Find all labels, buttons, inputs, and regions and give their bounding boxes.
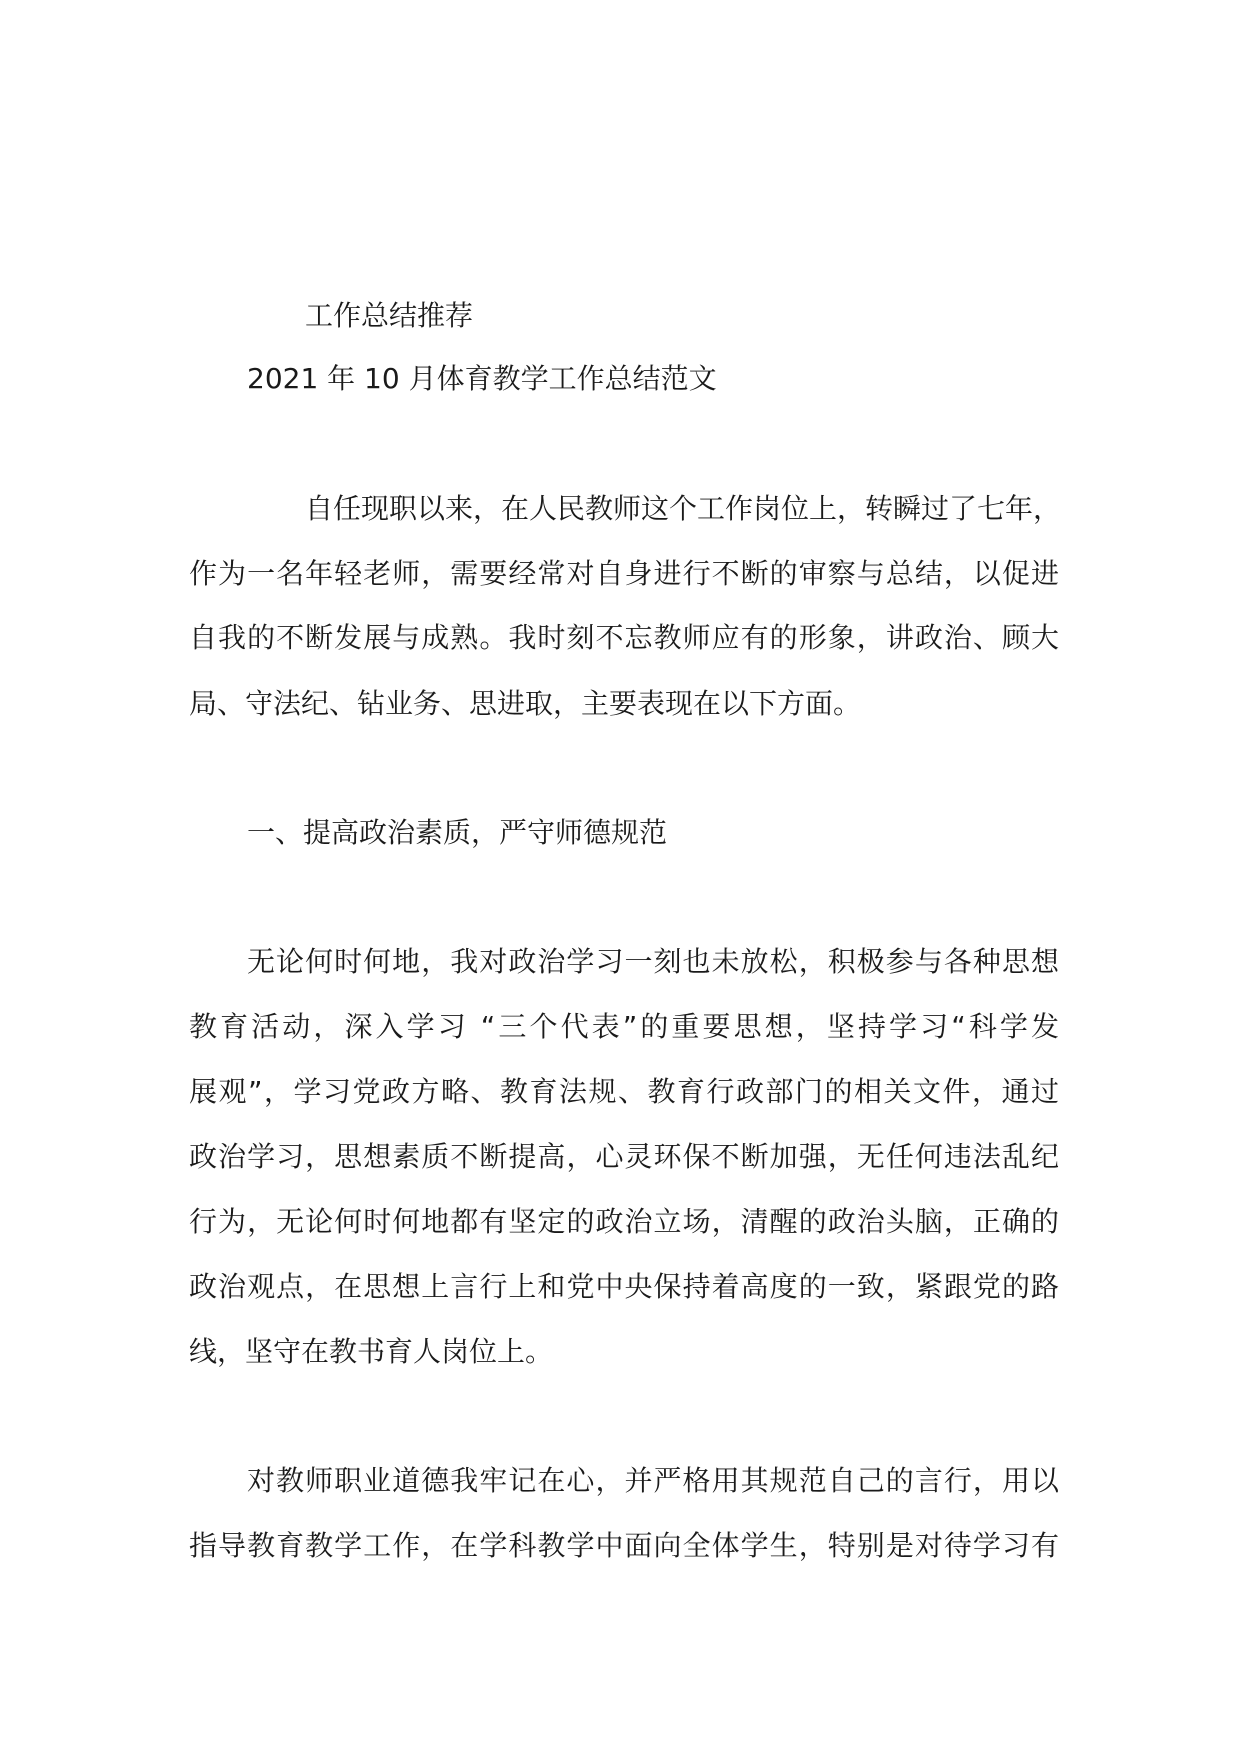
paragraph-line: 对教师职业道德我牢记在心，并严格用其规范自己的言行，用以	[247, 1464, 1059, 1497]
document-category: 工作总结推荐	[305, 299, 474, 332]
paragraph-line: 线，坚守在教书育人岗位上。	[189, 1335, 554, 1368]
paragraph-line: 无论何时何地，我对政治学习一刻也未放松，积极参与各种思想	[247, 945, 1059, 978]
paragraph-line: 展观”，学习党政方略、教育法规、教育行政部门的相关文件，通过	[189, 1075, 1059, 1108]
paragraph-line: 指导教育教学工作，在学科教学中面向全体学生，特别是对待学习有	[189, 1529, 1059, 1562]
paragraph-line: 政治学习，思想素质不断提高，心灵环保不断加强，无任何违法乱纪	[189, 1140, 1059, 1173]
intro-line: 自任现职以来，在人民教师这个工作岗位上，转瞬过了七年，	[305, 492, 1062, 525]
intro-line: 局、守法纪、钻业务、思进取，主要表现在以下方面。	[189, 687, 862, 720]
paragraph-line: 政治观点，在思想上言行上和党中央保持着高度的一致，紧跟党的路	[189, 1270, 1059, 1303]
paragraph-line: 教育活动，深入学习 “三个代表”的重要思想，坚持学习“科学发	[189, 1010, 1059, 1043]
document-title: 2021 年 10 月体育教学工作总结范文	[247, 362, 717, 395]
intro-line: 作为一名年轻老师，需要经常对自身进行不断的审察与总结，以促进	[189, 557, 1059, 590]
paragraph-line: 行为，无论何时何地都有坚定的政治立场，清醒的政治头脑，正确的	[189, 1205, 1059, 1238]
section-heading: 一、提高政治素质，严守师德规范	[247, 816, 668, 849]
intro-line: 自我的不断发展与成熟。我时刻不忘教师应有的形象，讲政治、顾大	[189, 621, 1059, 654]
